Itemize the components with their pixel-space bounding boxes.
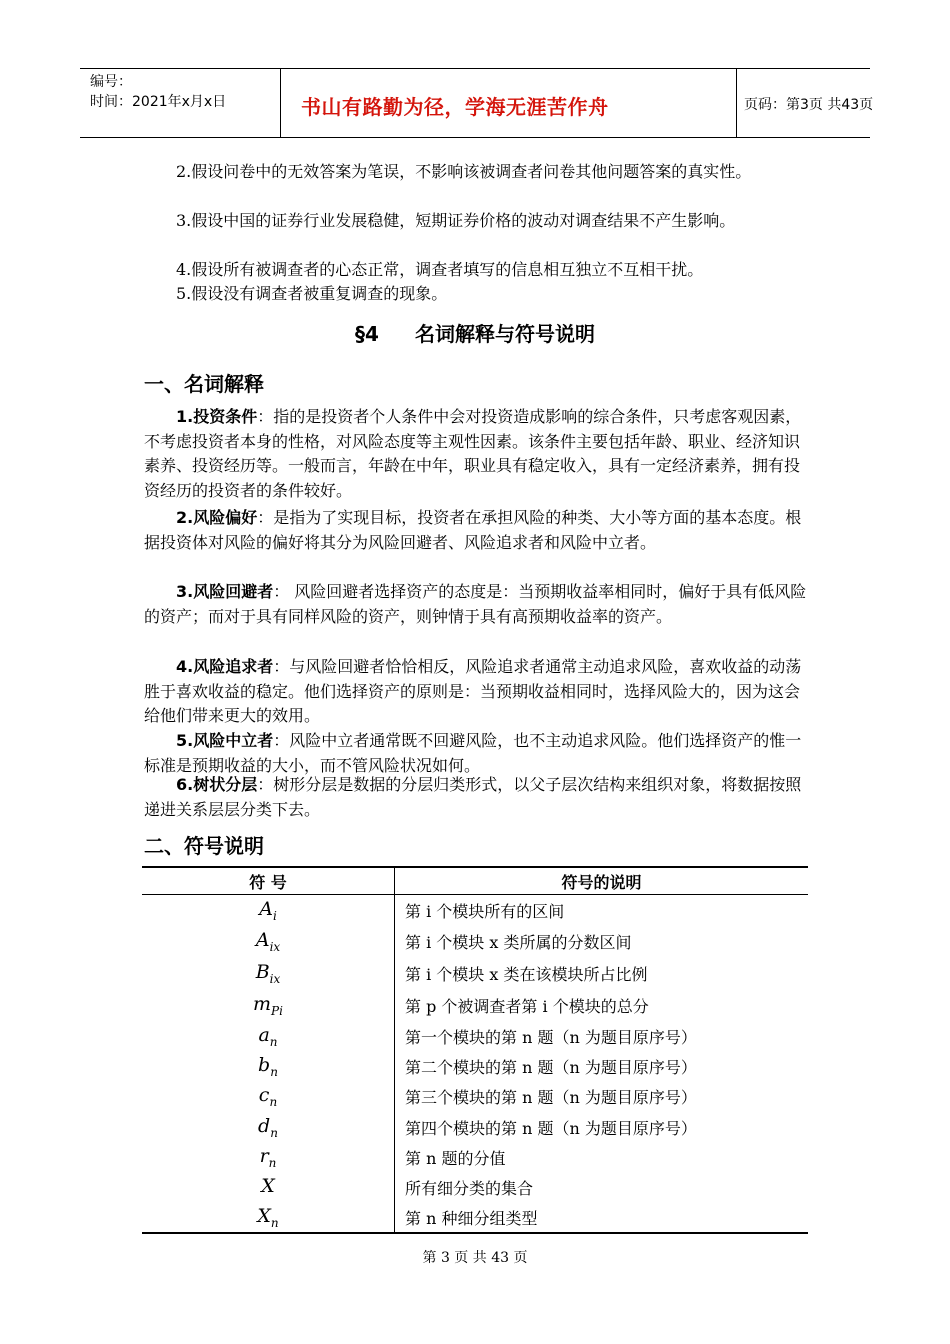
symbol-description: 第 p 个被调查者第 i 个模块的总分 [405,997,649,1016]
glossary-item-3: 3.风险回避者： 风险回避者选择资产的态度是：当预期收益率相同时，偏好于具有低风险的资产；而对于具有同样风险的资产，则钟情于具有高预期收益率的资产。 [144,582,807,626]
symbol-description: 第 n 种细分组类型 [395,1202,809,1233]
glossary-heading: 一、名词解释 [144,372,264,396]
table-row [142,1202,808,1233]
symbols-heading: 二、符号说明 [144,834,264,858]
symbol-base: c [258,1084,270,1107]
symbol-base: a [258,1023,270,1046]
table-row [142,895,808,927]
glossary-item-4: 4.风险追求者：与风险回避者恰恰相反，风险追求者通常主动追求风险，喜欢收益的动荡胜于喜欢收益的稳定。他们选择资产的原则是：当预期收益相同时，选择风险大的，因为这会给他们带来更大的效用。 [144,657,802,725]
symbol-cell [142,1172,395,1202]
glossary-item-2: 2.风险偏好：是指为了实现目标，投资者在承担风险的种类、大小等方面的基本态度。根据投资体对风险的偏好将其分为风险回避者、风险追求者和风险中立者。 [144,508,802,552]
header-motto: 书山有路勤为径，学海无涯苦作舟 [301,95,609,119]
section-number: §4 [355,322,379,346]
assumption-3: 3.假设中国的证券行业发展稳健，短期证券价格的波动对调查结果不产生影响。 [176,211,736,230]
symbol-cell [142,1081,395,1112]
table-row [142,1081,808,1112]
col-description: 符号的说明 [395,867,809,895]
assumption-5: 5.假设没有调查者被重复调查的现象。 [176,284,448,303]
symbol-description: 第二个模块的第 n 题（n 为题目原序号） [405,1057,697,1077]
symbol-subscript: n [269,1094,278,1109]
symbol-cell [142,1021,395,1051]
assumption-2: 2.假设问卷中的无效答案为笔误，不影响该被调查者问卷其他问题答案的真实性。 [176,162,752,181]
glossary-item-6: 6.树状分层：树形分层是数据的分层归类形式，以父子层次结构来组织对象，将数据按照递进关系层层分类下去。 [144,775,802,819]
col-symbol: 符 号 [142,867,395,895]
symbol-description: 第一个模块的第 n 题（n 为题目原序号） [405,1027,697,1047]
table-row [142,957,808,990]
glossary-term: 5.风险中立者 [176,731,274,750]
page-footer: 第 3 页 共 43 页 [422,1250,528,1266]
symbol-cell [142,1142,395,1172]
symbol-base: b [258,1053,271,1076]
symbol-base: A [255,929,270,952]
symbol-cell [142,895,395,927]
symbol-subscript: n [270,1215,279,1230]
header-date: 时间：2021年x月x日 [90,94,227,110]
symbol-table-header [142,867,808,895]
symbol-base: X [257,1204,271,1227]
symbol-description: 第四个模块的第 n 题（n 为题目原序号） [405,1118,697,1138]
header-page-cell [736,69,874,137]
table-row [142,1142,808,1172]
glossary-term: 2.风险偏好 [176,508,258,527]
symbol-subscript: n [269,1034,278,1049]
symbol-description: 第三个模块的第 n 题（n 为题目原序号） [405,1088,697,1107]
glossary-term: 1.投资条件 [176,407,258,426]
symbol-table-body [142,895,808,1234]
section-title [0,318,950,347]
symbol-base: X [261,1174,275,1197]
symbol-subscript: n [270,1064,278,1079]
page-header [80,68,874,138]
header-left-cell [80,69,280,137]
table-row [142,1021,808,1051]
symbol-cell [142,1112,395,1142]
symbol-subscript: n [268,1155,277,1170]
glossary-term: 3.风险回避者 [176,582,274,601]
glossary-item-1: 1.投资条件：指的是投资者个人条件中会对投资造成影响的综合条件，只考虑客观因素，不考虑投资者本身的性格，对风险态度等主观性因素。该条件主要包括年龄、职业、经济知识素养、投资经历等。一般而言，年龄在中年，职业具有稳定收入，具有一定经济素养，拥有投资经历的投资者的条件较好。 [144,407,802,500]
symbol-cell [142,926,395,957]
symbol-cell [142,1202,395,1233]
table-row [142,926,808,957]
symbol-cell [142,957,395,990]
symbol-subscript: Pi [271,1003,283,1018]
table-row [142,1172,808,1202]
table-row [142,990,808,1021]
glossary-term: 4.风险追求者 [176,657,274,676]
symbol-base: m [253,993,272,1016]
symbol-base: r [259,1144,269,1167]
glossary-item-5: 5.风险中立者：风险中立者通常既不回避风险，也不主动追求风险。他们选择资产的惟一标准是预期收益的大小，而不管风险状况如何。 [144,731,802,775]
symbol-description: 所有细分类的集合 [405,1178,534,1198]
symbol-description: 第 i 个模块 x 类在该模块所占比例 [405,965,648,984]
header-motto-cell [280,69,737,137]
symbol-base: B [255,961,270,984]
symbol-cell [142,990,395,1021]
assumption-4: 4.假设所有被调查者的心态正常，调查者填写的信息相互独立不互相干扰。 [176,260,704,279]
symbol-table [142,866,808,1234]
symbol-subscript: ix [269,939,281,954]
symbol-base: A [259,898,273,921]
glossary-term: 6.树状分层 [176,775,258,794]
symbol-subscript: i [272,908,277,923]
symbol-base: d [258,1114,271,1137]
symbol-description: 第 i 个模块所有的区间 [405,902,565,921]
symbol-description: 第 i 个模块 x 类所属的分数区间 [405,933,632,952]
symbol-description: 第 n 题的分值 [405,1148,506,1168]
symbol-subscript: n [270,1125,278,1140]
table-row [142,1112,808,1142]
header-number-label: 编号： [90,74,132,90]
table-row [142,1051,808,1081]
header-page-code: 页码：第3页 共43页 [744,97,874,113]
symbol-cell [142,1051,395,1081]
section-title-text: 名词解释与符号说明 [414,322,595,346]
symbol-subscript: ix [269,971,281,986]
